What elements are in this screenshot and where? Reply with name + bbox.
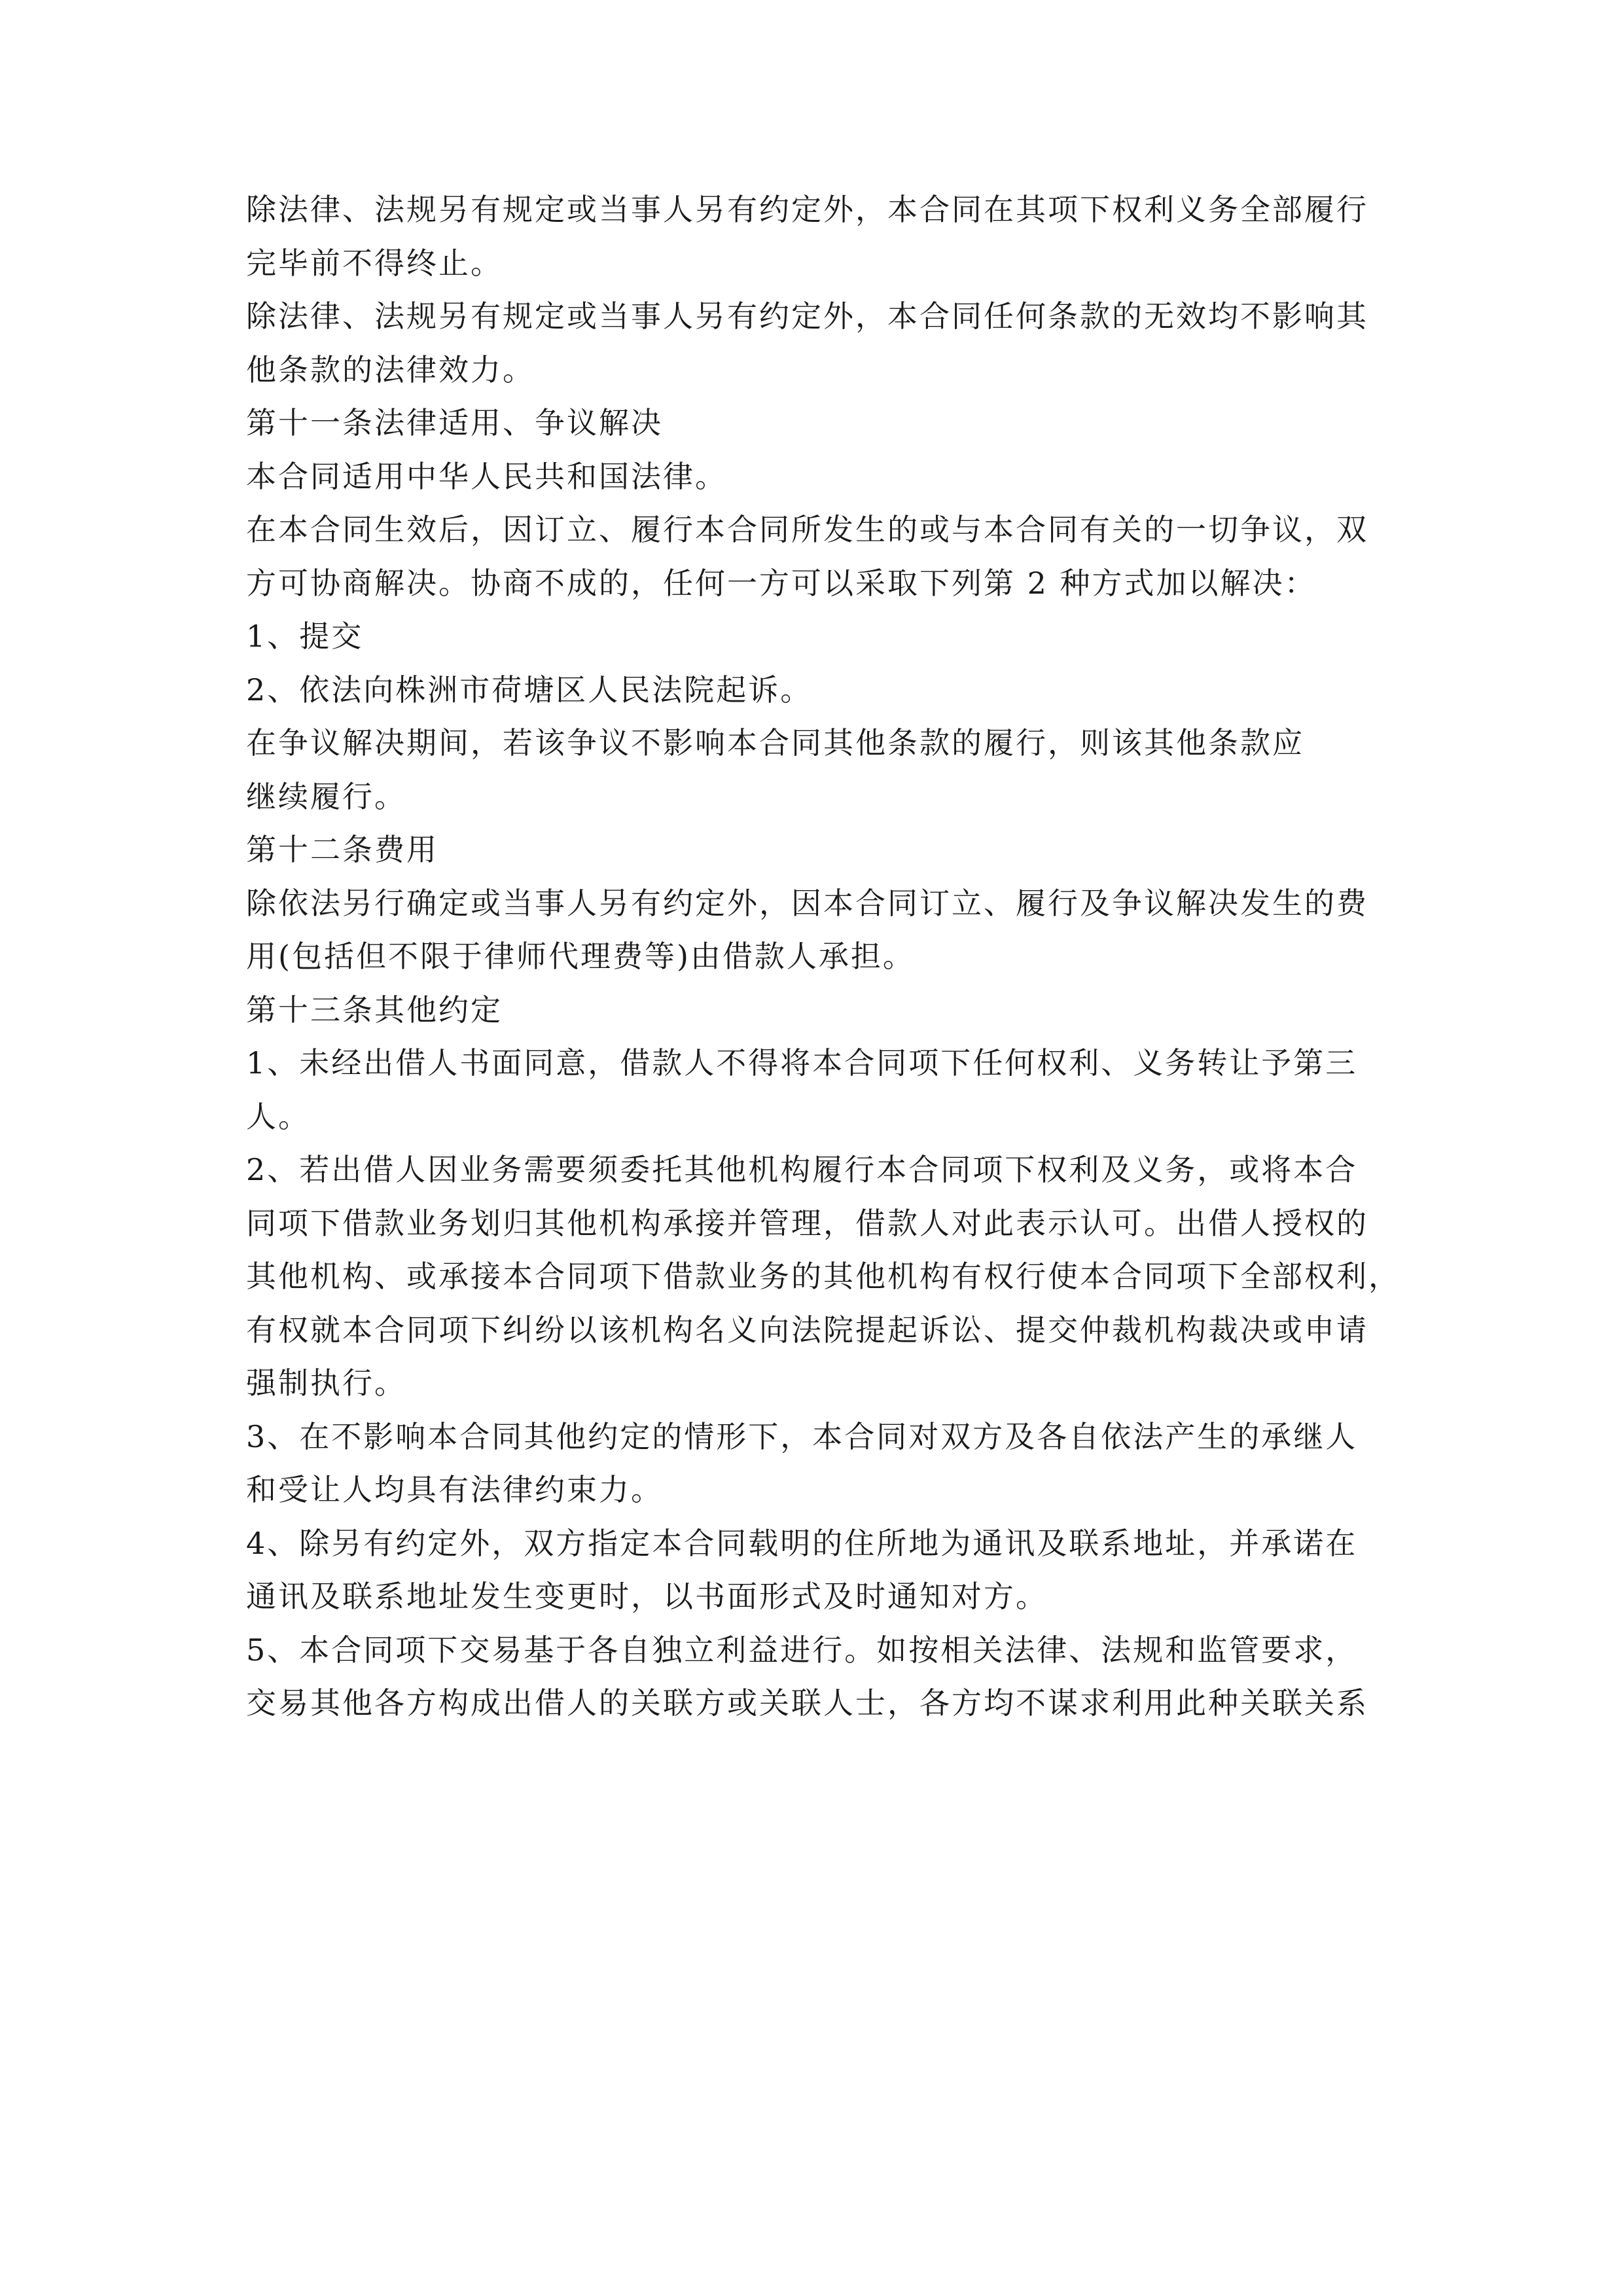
list-item: 通讯及联系地址发生变更时，以书面形式及时通知对方。 xyxy=(246,1579,1048,1614)
body-text-line: 本合同适用中华人民共和国法律。 xyxy=(246,458,727,494)
list-item: 2、依法向株洲市荷塘区人民法院起诉。 xyxy=(246,672,813,708)
body-text-line: 除依法另行确定或当事人另有约定外，因本合同订立、履行及争议解决发生的费 xyxy=(246,885,1368,921)
body-text-line: 在本合同生效后，因订立、履行本合同所发生的或与本合同有关的一切争议，双 xyxy=(246,512,1368,547)
list-item: 有权就本合同项下纠纷以该机构名义向法院提起诉讼、提交仲裁机构裁决或申请 xyxy=(246,1312,1368,1348)
list-item: 同项下借款业务划归其他机构承接并管理，借款人对此表示认可。出借人授权的 xyxy=(246,1205,1368,1241)
list-item: 强制执行。 xyxy=(246,1365,406,1401)
section-heading: 第十二条费用 xyxy=(246,832,438,867)
body-text-line: 用(包括但不限于律师代理费等)由借款人承担。 xyxy=(246,939,915,974)
body-text-line: 除法律、法规另有规定或当事人另有约定外，本合同在其项下权利义务全部履行 xyxy=(246,192,1368,227)
list-item: 交易其他各方构成出借人的关联方或关联人士，各方均不谋求利用此种关联关系 xyxy=(246,1685,1368,1721)
list-item: 人。 xyxy=(246,1098,310,1134)
list-item: 4、除另有约定外，双方指定本合同载明的住所地为通讯及联系地址，并承诺在 xyxy=(246,1525,1358,1561)
section-heading: 第十一条法律适用、争议解决 xyxy=(246,405,663,440)
list-item: 3、在不影响本合同其他约定的情形下，本合同对双方及各自依法产生的承继人 xyxy=(246,1418,1358,1454)
body-text-line: 他条款的法律效力。 xyxy=(246,351,535,387)
body-text-line: 在争议解决期间，若该争议不影响本合同其他条款的履行，则该其他条款应 xyxy=(246,725,1304,761)
list-item: 1、未经出借人书面同意，借款人不得将本合同项下任何权利、义务转让予第三 xyxy=(246,1045,1358,1081)
section-heading: 第十三条其他约定 xyxy=(246,992,503,1028)
list-item: 1、提交 xyxy=(246,619,364,654)
body-text-line: 继续履行。 xyxy=(246,778,406,814)
list-item: 2、若出借人因业务需要须委托其他机构履行本合同项下权利及义务，或将本合 xyxy=(246,1152,1358,1187)
document-body xyxy=(246,183,1418,1731)
body-text-line: 完毕前不得终止。 xyxy=(246,245,503,281)
body-text-line: 除法律、法规另有规定或当事人另有约定外，本合同任何条款的无效均不影响其 xyxy=(246,298,1368,334)
list-item: 5、本合同项下交易基于各自独立利益进行。如按相关法律、法规和监管要求， xyxy=(246,1632,1358,1668)
list-item: 其他机构、或承接本合同项下借款业务的其他机构有权行使本合同项下全部权利， xyxy=(246,1259,1400,1294)
body-text-line: 方可协商解决。协商不成的，任何一方可以采取下列第 2 种方式加以解决： xyxy=(246,565,1317,601)
list-item: 和受让人均具有法律约束力。 xyxy=(246,1472,663,1507)
